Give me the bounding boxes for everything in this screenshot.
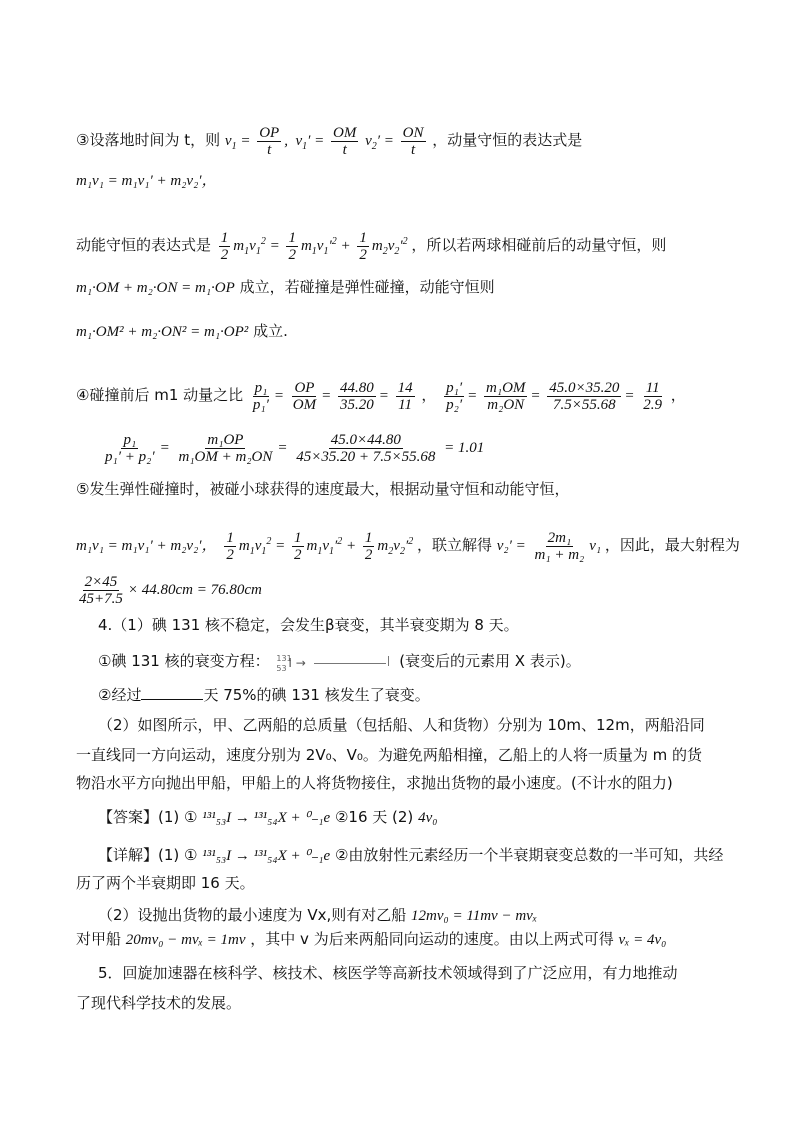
- text-line: 一直线同一方向运动，速度分别为 2V₀、V₀。为避免两船相撞，乙船上的人将一质量为 m 的货: [76, 746, 703, 764]
- denominator: t: [411, 142, 416, 158]
- text-line: [76, 930, 666, 949]
- formula-energy-om: m₁·OM² + m₂·ON² = m₁·OP²: [76, 324, 249, 340]
- numerator: ON: [402, 125, 424, 141]
- answer-blank: [141, 687, 203, 700]
- text-segment: ①碘 131 核的衰变方程：: [98, 652, 270, 670]
- numerator: 2×45: [84, 574, 118, 590]
- explanation-line: [98, 846, 723, 865]
- denominator: m₁ + m₂: [534, 547, 585, 563]
- numerator: 1: [226, 530, 234, 546]
- numerator: p₁: [254, 380, 268, 396]
- text-segment: ，其中 v 为后来两船同向运动的速度。由以上两式可得: [250, 930, 614, 948]
- formula-v1: $v_1$ = $\frac{OP}{t}$ , $v_1'$ = $\frac{OM}{t}$ $v_2'$ = $\frac{ON}{t}$: [224, 125, 424, 158]
- mass-number: 131: [276, 653, 292, 663]
- denominator: 2: [364, 547, 373, 563]
- text-segment: (衰变后的元素用 X 表示)。: [399, 652, 581, 670]
- text-segment: ②经过: [98, 686, 142, 704]
- numerator: 14: [397, 380, 413, 396]
- text-segment: ③设落地时间为 t，则: [76, 130, 221, 149]
- numerator: 1: [359, 230, 367, 246]
- formula-ship-b: 12mv₀ = 11mv − mvₓ: [411, 908, 538, 924]
- numerator: p₁: [123, 432, 137, 448]
- formula-momentum-om: m₁·OM + m₂·ON = m₁·OP: [76, 280, 235, 296]
- text-segment: 动能守恒的表达式是: [76, 235, 212, 254]
- formula-range: [74, 574, 262, 607]
- text-segment: ，动量守恒的表达式是: [432, 130, 583, 149]
- denominator: m₁OM + m₂ON: [178, 449, 273, 465]
- numerator: OM: [333, 125, 357, 141]
- text-segment: ，所以若两球相碰前后的动量守恒，则: [411, 235, 667, 254]
- numerator: 11: [645, 380, 660, 396]
- atomic-number: 53: [276, 663, 287, 673]
- formula-v2-solution: [496, 530, 605, 563]
- text-segment: × 44.80cm = 76.80cm: [127, 581, 262, 598]
- text-segment: ②16 天 (2): [334, 808, 414, 826]
- text-line: 历了两个半衰期即 16 天。: [76, 874, 255, 892]
- text-segment: 天 75%的碘 131 核发生了衰变。: [203, 686, 430, 704]
- denominator: p₂′: [446, 397, 463, 413]
- numerator: m₁OP: [207, 432, 244, 448]
- text-line: [76, 230, 666, 263]
- answer-blank: [314, 663, 386, 664]
- text-segment: ，: [670, 385, 686, 404]
- text-segment: 成立，若碰撞是弹性碰撞，动能守恒则: [239, 278, 495, 296]
- text-line: [76, 125, 582, 158]
- numerator: m₁OM: [486, 380, 526, 396]
- text-segment: ，: [421, 385, 437, 404]
- denominator: OM: [292, 397, 317, 413]
- numerator: OP: [294, 380, 315, 396]
- text-line: [76, 322, 288, 341]
- text-segment: （2）设抛出货物的最小速度为 Vx,则有对乙船: [98, 906, 407, 924]
- element-symbol: I →: [288, 655, 306, 670]
- formula-ship-a: 20mv₀ − mvₓ = 1mv: [125, 932, 246, 948]
- explanation-label: 【详解】(1) ①: [98, 846, 198, 864]
- question-4-title: 4.（1）碘 131 核不稳定，会发生β衰变，其半衰变期为 8 天。: [98, 616, 519, 634]
- numerator: p₁′: [446, 380, 463, 396]
- denominator: 2: [359, 247, 367, 263]
- denominator: 45+7.5: [79, 591, 123, 607]
- text-line: （2）如图所示，甲、乙两船的总质量（包括船、人和货物）分别为 10m、12m，两船沿同: [98, 716, 705, 734]
- denominator: m₂ON: [487, 397, 525, 413]
- denominator: 2: [226, 547, 234, 563]
- numerator: 1: [294, 530, 302, 546]
- denominator: 2: [220, 247, 229, 263]
- numerator: 2m₁: [547, 530, 572, 546]
- denominator: t: [342, 142, 347, 158]
- denominator: t: [267, 142, 272, 158]
- formula-kinetic: $\frac{1}{2}$ $m_1v_1^2$ = $\frac{1}{2}$ $m_1v_1'^2$ + $\frac{1}{2}$ $m_2v_2'^2$: [226, 530, 414, 563]
- denominator: 2: [294, 547, 302, 563]
- formula-tail: v₁: [589, 537, 602, 554]
- formula-momentum: m₁v₁ = m₁v₁′ + m₂v₂′，: [76, 537, 217, 554]
- denominator: p₁′: [252, 397, 269, 413]
- denominator: 7.5×55.68: [553, 397, 616, 413]
- numerator: 1: [288, 230, 296, 246]
- text-segment: = 1.01: [444, 439, 485, 456]
- text-line: [98, 906, 537, 925]
- text-line: 了现代科学技术的发展。: [76, 994, 242, 1012]
- denominator: 45×35.20 + 7.5×55.68: [296, 449, 436, 465]
- answer-line: [98, 808, 437, 827]
- numerator: 44.80: [340, 380, 374, 396]
- answer-label: 【答案】(1) ①: [98, 808, 198, 826]
- denominator: p₁′ + p₂′: [105, 449, 155, 465]
- text-segment: ，联立解得: [416, 535, 492, 554]
- denominator: 11: [398, 397, 413, 413]
- decay-equation: ¹³¹₅₃I → ¹³¹₅₄X + ⁰₋₁e: [202, 810, 331, 826]
- denominator: 35.20: [340, 397, 374, 413]
- numerator: OP: [259, 125, 280, 141]
- numerator: 45.0×44.80: [330, 432, 401, 448]
- formula-kinetic: $\frac{1}{2}$ $m_1v_1^2$ = $\frac{1}{2}$ $m_1v_1'^2$ + $\frac{1}{2}$ $m_2v_2'^2$: [220, 230, 408, 263]
- answer-velocity: 4v₀: [418, 810, 438, 826]
- text-line: ⑤发生弹性碰撞时，被碰小球获得的速度最大，根据动量守恒和动能守恒，: [76, 480, 570, 498]
- denominator: 2.9: [643, 397, 663, 413]
- text-line: [76, 530, 740, 563]
- text-segment: ，因此，最大射程为: [604, 535, 740, 554]
- numerator: 1: [220, 230, 229, 246]
- numerator: 45.0×35.20: [549, 380, 620, 396]
- text-line: [76, 278, 495, 297]
- blank-end-mark: [388, 656, 389, 666]
- formula-lhs: v₂′ =: [496, 537, 526, 554]
- question-5-title: 5．回旋加速器在核科学、核技术、核医学等高新技术领域得到了广泛应用，有力地推动: [98, 964, 678, 982]
- text-line: 物沿水平方向抛出甲船，甲船上的人将货物接住，求抛出货物的最小速度。(不计水的阻力): [76, 774, 673, 792]
- formula-ratio2: $\frac{\text{p₁′}}{\text{p₂′}}$ = $\frac{\text{m₁OM}}{\text{m₂ON}}$ = $\frac{45.0\times 35.20}{7.5\times 55.68}$ = $\frac{11}{2.9}$: [446, 380, 663, 413]
- formula-result: vₓ = 4v₀: [618, 932, 667, 948]
- text-segment: ④碰撞前后 m1 动量之比: [76, 385, 244, 404]
- decay-equation-image: [274, 653, 394, 673]
- denominator: 2: [288, 247, 296, 263]
- formula-ratio3: $\frac{\text{p₁}}{\text{p₁′ + p₂′}}$ = $\frac{\text{m₁OP}}{\text{m₁OM + m₂ON}}$ = $\frac{45.0\times 44.80}{45\times 35.20 + 7.5\times 55.68}$ = 1.01: [105, 432, 485, 465]
- formula-ratio1: $\frac{\text{p₁}}{\text{p₁′}}$ = $\frac{OP}{OM}$ = $\frac{44.80}{35.20}$ = $\frac{14}{11}$: [252, 380, 413, 413]
- text-line: [98, 652, 581, 673]
- decay-equation: ¹³¹₅₃I → ¹³¹₅₄X + ⁰₋₁e: [202, 848, 331, 864]
- text-segment: 对甲船: [76, 930, 122, 948]
- text-segment: 成立.: [253, 322, 288, 340]
- numerator: 1: [364, 530, 373, 546]
- text-line: [76, 380, 686, 413]
- text-line: [98, 686, 430, 704]
- formula-momentum: m₁v₁ = m₁v₁′ + m₂v₂′，: [76, 173, 217, 189]
- text-segment: ②由放射性元素经历一个半衰期衰变总数的一半可知，共经: [334, 846, 724, 864]
